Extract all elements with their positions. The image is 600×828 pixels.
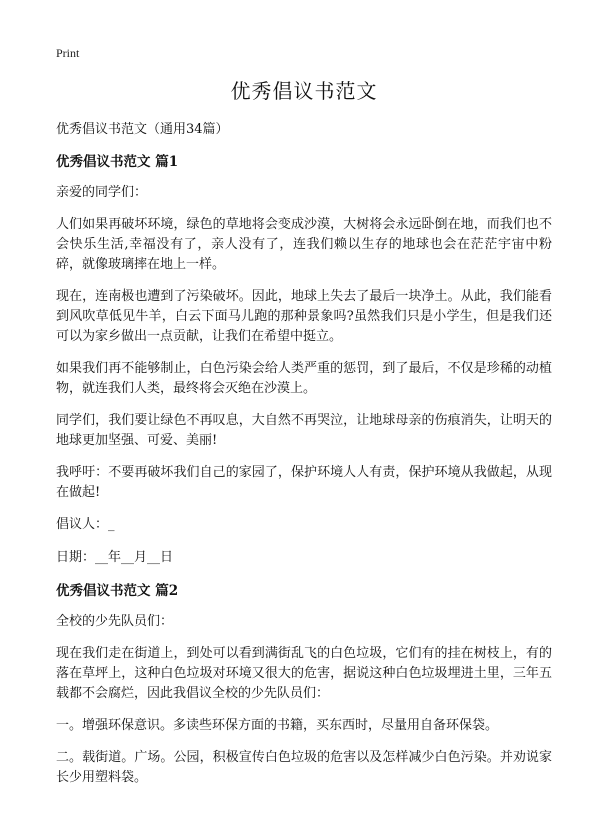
paragraph: 现在，连南极也遭到了污染破坏。因此，地球上失去了最后一块净土。从此，我们能看到风吹草低见牛羊，白云下面马儿跑的那种景象吗?虽然我们只是小学生，但是我们还可以为家乡做出一点贡献，让我们在希望中挺立。: [56, 289, 552, 344]
document-subtitle: 优秀倡议书范文（通用34篇）: [56, 122, 229, 137]
date-line: 日期：__年__月__日: [56, 550, 174, 565]
paragraph: 我呼吁：不要再破坏我们自己的家园了，保护环境人人有责，保护环境从我做起，从现在做起!: [56, 465, 552, 500]
section-heading: 优秀倡议书范文 篇1: [56, 154, 179, 170]
paragraph: 现在我们走在街道上，到处可以看到满街乱飞的白色垃圾，它们有的挂在树枝上，有的落在草坪上，这种白色垃圾对环境又很大的危害，据说这种白色垃圾埋进土里，三年五载都不会腐烂，因此我倡议全校的少先队员们：: [56, 646, 552, 701]
section-heading: 优秀倡议书范文 篇2: [56, 583, 179, 599]
salutation: 全校的少先队员们：: [56, 614, 174, 629]
document-title: 优秀倡议书范文: [230, 79, 378, 103]
print-label[interactable]: Print: [56, 46, 80, 60]
paragraph: 如果我们再不能够制止，白色污染会给人类严重的惩罚，到了最后，不仅是珍稀的动植物，就连我们人类，最终将会灭绝在沙漠上。: [56, 361, 552, 396]
signature-line: 倡议人：_: [56, 517, 115, 532]
paragraph: 人们如果再破坏环境，绿色的草地将会变成沙漠，大树将会永远卧倒在地，而我们也不会快乐生活,幸福没有了，亲人没有了，连我们赖以生存的地球也会在茫茫宇宙中粉碎，就像玻璃摔在地上一样。: [56, 217, 552, 272]
salutation: 亲爱的同学们：: [56, 185, 148, 200]
paragraph: 二。载街道。广场。公园，积极宣传白色垃圾的危害以及怎样减少白色污染。并劝说家长少用塑料袋。: [56, 750, 552, 785]
section-2: [56, 581, 552, 788]
section-1: [56, 152, 552, 568]
paragraph: 同学们，我们要让绿色不再叹息，大自然不再哭泣，让地球母亲的伤痕消失，让明天的地球更加坚强、可爱、美丽!: [56, 413, 552, 448]
paragraph: 一。增强环保意识。多读些环保方面的书籍，买东西时，尽量用自备环保袋。: [56, 718, 499, 733]
